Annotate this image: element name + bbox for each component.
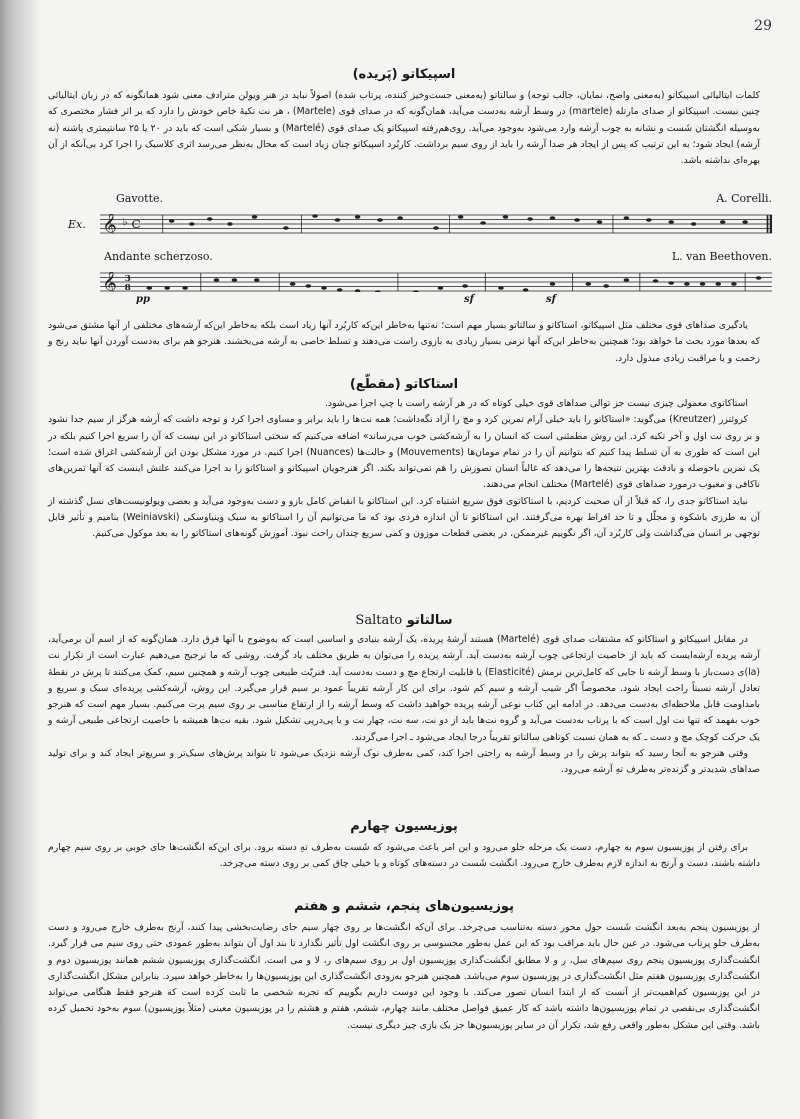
example-composer: A. Corelli. <box>716 192 772 205</box>
paragraph: کلمات ایتالیائی اسپیکاتو (به‌معنی واضح، نمایان، جالب توجه) و سالتاتو (به‌معنی جست‌وخیز کننده، پرتاب شده) اصولاً نباید در هنر ویولن مترادف معنی شود همانگونه که در زبان ایتالیائی چنین نیست. اسپیکاتو از صدای مارتله (martele) در وسط آرشه به‌دست می‌آید، همان‌گونه که در صدای قوی (Martele) ، هر نت تکیهٔ خاص خودش را دارد که بر اثر فشار مختصری که به‌وسیله انگشتان شَست و نشانه به چوب آرشه وارد می‌شود به‌وجود می‌آید. روی‌هم‌رفته اسپیکاتو یک صدای قوی (Martelé) و بسیار شکی است که باید در ۲۰ یا ۲۵ سانتیمتری پاشنه (نه آرشه) ایجاد شود؛ به این ترتیب که پس از ایجاد هر صدا آرشه را باید از روی سیم برداشت. کاربُرد اسپیکاتو چنان زیاد است که محال به‌نظر می‌رسد اثری کلاسیک را اجرا کرد بی‌آنکه از آن بهره‌ای نداشته باشد. <box>48 90 760 167</box>
page-number: 29 <box>754 18 772 34</box>
example-composer: L. van Beethoven. <box>671 250 772 263</box>
paragraph: نباید استاکاتو جدی را، که قبلاً از آن صحبت کردیم، با استاکاتوی فوق سریع اشتباه کرد. این استاکاتو با انقباض کامل بازو و دست به‌وجود می‌آید و بعضی ویولونیست‌های نسل گذشته از آن به طرزی باشکوه و مجلّل و تا حد افراط بهره می‌گرفتند. این استاکاتو تا آن اندازه فردی بود که ما می‌توانیم آن را استاکاتو به سبک وینیاوسکی (Weiniavski) بنامیم و تأثیر قابل توجهی بر انسان می‌گذاشت ولی کاربُرد آن، اگر نگوییم غیرممکن، در بعضی قطعات موزون و کمی سریع چندان راحت نبود. آموزش گونه‌های استاکاتو را به بعد موکول می‌کنیم. <box>48 495 760 540</box>
music-examples <box>68 192 772 306</box>
section-title-spiccato: اسپیکاتو (پَریده) <box>352 67 456 82</box>
section-bowing-intro <box>48 318 760 367</box>
music-staff <box>100 214 772 234</box>
paragraph: وقتی هنرجو به آنجا رسید که بتواند پرش را در وسط آرشه به راحتی اجرا کند، کمی به‌طرف نوک آرشه نزدیک می‌شود تا بتواند پرش‌های سبک‌تر و سریع‌تر ایجاد کند و برای تولید صداهای شدیدتر و گزنده‌تر به‌طرف تهِ آرشه می‌رود. <box>48 748 760 776</box>
section-spiccato <box>48 66 760 169</box>
dynamic-marking: pp <box>136 294 150 305</box>
section-positions-5-6-7 <box>48 898 760 1034</box>
dynamic-marking: sf <box>546 294 556 305</box>
music-example-andante <box>100 250 772 306</box>
paragraph: از پوزیسیون پنجم به‌بعد انگشت شَست حول محور دسته به‌تناسب می‌چرخد. برای آن‌که انگشت‌ها بر روی چهار سیم جای رضایت‌بخشی پیدا کنند، آرنج به‌طرف خارج می‌رود و دست به‌طرف جلو پرتاب می‌شود. در عین حال باید مراقب بود که این عمل به‌طور محسوسی بر روی انگشت اول تأثیر نگذارد تا بند اول آن بتواند به‌طور عمودی حتی روی سیم می قرار گیرد. انگشت‌گذاری پوزیسیون پنجم روی سیم‌های سل، ر و لا مطابق انگشت‌گذاری پوزیسیون اول بر روی سیم‌های ر، لا و می است. انگشت‌گذاری پوزیسیون ششم همانند پوزیسیون دوم و انگشت‌گذاری پوزیسیون هفتم مثل انگشت‌گذاری در پوزیسیون سوم می‌باشد. همچنین هنرجو به‌زودی انگشت‌گذاری این پوزیسیون‌ها را به‌خاطر خواهد سپرد. بنابراین مشکل انگشت‌گذاری در این پوزیسیون کم‌اهمیت‌تر از آنست که از ابتدا انسان تصور می‌کند. با وجود این دوست داریم بگوییم که تجربه شخصی ما ثابت کرده است که هنرجو فقط هنگامی می‌تواند انگشت‌گذاری بی‌نقصی در تمام پوزیسیون‌ها داشته باشد که کار عمیق فواصل مختلف مانند چهارم، ششم، هفتم و هشتم را در پوزیسیون معینی (مثلاً پوزیسیون) سوم به‌خود تحمیل کرده باشد. وقتی این مشکل به‌طور واقعی رفع شد، تکرار آن در سایر پوزیسیون‌ها جز یک بازی چیز دیگری نیست. <box>48 922 760 1031</box>
section-title-staccato: استاکاتو (مقطّع) <box>349 377 459 392</box>
svg-text:3: 3 <box>124 274 131 284</box>
section-fourth-position <box>48 818 760 873</box>
svg-text:𝄞: 𝄞 <box>102 272 117 292</box>
svg-text:C: C <box>131 217 141 231</box>
section-title-saltato <box>48 612 760 630</box>
section-title-saltato-latin: Saltato <box>355 613 403 628</box>
music-example-gavotte <box>68 192 772 248</box>
example-label: Ex. <box>68 218 86 231</box>
section-title-saltato-fa: سالتاتو <box>406 613 453 628</box>
section-title-positions-5-6-7: پوزیسیون‌های پنجم، ششم و هفتم <box>294 899 514 914</box>
section-staccato <box>48 376 760 543</box>
svg-text:♭: ♭ <box>122 215 128 228</box>
page-binding-shadow <box>0 0 40 1119</box>
example-title: Andante scherzoso. <box>104 250 213 263</box>
example-title: Gavotte. <box>116 192 164 205</box>
paragraph: کروئتزر (Kreutzer) می‌گوید: «استاکاتو را باید خیلی آرام تمرین کرد و مچ را آزاد نگه‌داشت؛ همه نت‌ها را باید برابر و مساوی اجرا کرد و توجه داشت که آرشه هرگز از سیم جدا نشود و بر روی نت اول و آخر تکیه کرد. این روش مطمئنی است که انسان را به آرشه‌کشی خوب می‌رساند» اضافه می‌کنیم که سختی استاکاتو در این نیست که آن را سریع اجرا کنیم بلکه در این است که طوری به آن تسلط پیدا کنیم که بتوانیم آن را در تمام مومان‌ها (Mouvements) و حالت‌ها (Nuances) اجرا کنیم. در مورد مشکل بودن این آرشه‌کشی اغراق شده است؛ یک تمرین باحوصله و بادقت بهترین نتیجه‌ها را می‌دهد که غالباً انسان تصورش را هم نمی‌تواند بکند. اگر هنرجویان اسپیکاتو و استاکاتو را بد اجرا می‌کنند علتش اینست که آنها تمرین‌های ناکافی و معیوب درمورد صداهای قوی (Martelé) مختلف انجام می‌دهند. <box>48 414 760 491</box>
dynamic-marking: sf <box>464 294 474 305</box>
paragraph: برای رفتن از پوزیسیون سوم به چهارم، دست یک مرحله جلو می‌رود و این امر باعث می‌شود که شَست به‌طرف تهِ دسته برود. برای این‌که انگشت‌ها جای خوبی بر روی سیم چهارم داشته باشند، دست و آرنج به اندازه لازم به‌طرف خارج می‌رود. انگشت شَست در دسته‌های کوتاه و یا خیلی چاق کمی بر روی دسته می‌چرخد. <box>48 842 760 870</box>
paragraph: استاکاتوی معمولی چیزی نیست جز توالی صداهای قوی خیلی کوتاه که در هر آرشه راست یا چپ اجرا می‌شود. <box>324 398 748 409</box>
book-page <box>48 0 772 1119</box>
svg-text:8: 8 <box>124 283 131 292</box>
section-saltato <box>48 612 760 779</box>
music-staff <box>100 272 772 292</box>
paragraph: یادگیری صداهای قوی مختلف مثل اسپیکاتو، استاکاتو و سالتاتو بسیار مهم است؛ نه‌تنها به‌خاطر این‌که کاربُرد آنها زیاد است بلکه به‌خاطر این‌که آرشه‌های مختلفی از آنها مشتق می‌شود که بعدها مورد بحث ما خواهد بود؛ همچنین به‌خاطر این‌که آنها نرمی بسیار زیادی به بازوی راست می‌دهند و تسلط خاصی به آرشه می‌بخشند. هنرجو هم برای به‌دست آوردن آنها نباید رنج و زحمت و یا مراقبت زیادی مبذول دارد. <box>48 320 760 364</box>
svg-text:𝄞: 𝄞 <box>102 214 117 234</box>
section-title-fourth-position: پوزیسیون چهارم <box>350 819 458 834</box>
paragraph: در مقابل اسپیکاتو و استاکاتو که مشتقات صدای قوی (Martelé) هستند آرشهٔ پریده، یک آرشه بنیادی و اساسی است که به‌وضوح با آنها فرق دارد. همان‌گونه که از اسم آن برمی‌آید، آرشه پریده آرشه‌ایست که باید از خاصیت ارتجاعی چوب آرشه به‌دست آید. آرشه پریده را می‌توان به طریق مختلف یاد گرفت. روشی که ما ترجیح می‌دهیم عبارت است از تکرار نت (la)ی دست‌باز با وسط آرشه تا جایی که کامل‌ترین نرمش (Elasticité) یا قابلیت ارتجاع مچ و دست به‌دست آید. فنریّت طبیعی چوب آرشه و همچنین سیم، کمک می‌کنند تا پرش در نقطهٔ تعادل آرشه نسبتاً راحت ایجاد شود. مخصوصاً اگر شیب آرشه و سیم کم شود. برای این کار آرشه تقریباً عمود بر سیم قرار می‌گیرد. این روش، آرشه‌کشی پریده‌ای سبک و سریع و بامداومت قابل ملاحظه‌ای به‌دست می‌دهد. در ادامه این کتاب نوعی آرشه پریده خواهید داشت که وسط آرشه را از ارتفاع مناسبی بر روی سیم پرت می‌کنیم. بسیار مهم است که هنرجو خوب بفهمد که تنها نت اول است که با پرتاب به‌دست می‌آید و گروه نت‌ها باید از دو نت، سه نت، چهار نت و یا پی‌درپی تشکیل شود. بقیه نت‌ها همیشه با خاصیت ارتجاعی طبیعی آرشه و یک حرکت کوچک مچ و دست ـ که به همان نسبت کوتاهی سالتاتو تقریباً درجا ایجاد می‌شود ـ اجرا می‌گردند. <box>48 634 760 743</box>
